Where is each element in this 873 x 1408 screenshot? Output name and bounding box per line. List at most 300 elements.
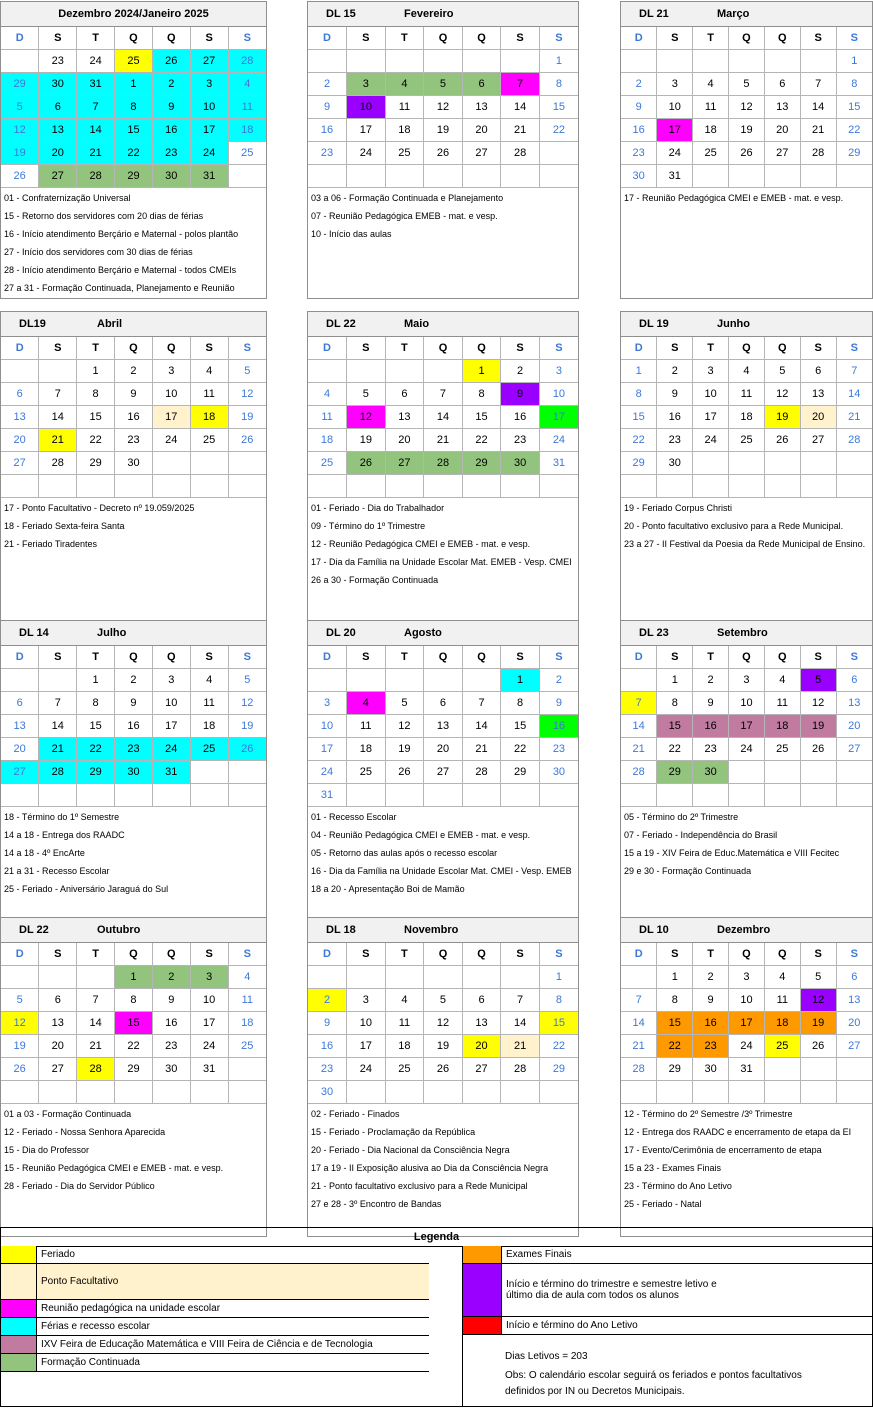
week-row (621, 715, 872, 738)
day-cell (501, 165, 540, 188)
note-item: 14 a 18 - 4º EncArte (4, 848, 85, 858)
day-cell: 25 (115, 50, 153, 73)
day-cell: 18 (190, 715, 228, 738)
day-cell: 25 (764, 738, 800, 761)
day-cell: 26 (424, 1058, 463, 1081)
dias-letivos-count: DL 19 (639, 318, 669, 330)
day-cell (621, 669, 657, 692)
week-row (1, 966, 266, 989)
day-cell: 25 (308, 452, 347, 475)
day-cell (1, 966, 39, 989)
day-cell: 21 (39, 429, 77, 452)
day-cell: 26 (152, 50, 190, 73)
weekday-header: Q (424, 337, 463, 360)
weekday-header: S (190, 943, 228, 966)
note-item: 15 a 19 - XIV Feira de Educ.Matemática e VIII Fecitec (624, 848, 840, 858)
weekday-header: S (836, 27, 872, 50)
day-cell (115, 475, 153, 498)
legend-swatch (463, 1317, 502, 1334)
day-cell (501, 966, 540, 989)
month-notes (621, 1104, 872, 1236)
day-cell: 28 (77, 165, 115, 188)
day-cell: 6 (764, 73, 800, 96)
legend-obs: Obs: O calendário escolar seguirá os feriados e pontos facultativos definidos por IN ou Decretos Municipais. (505, 1370, 802, 1397)
day-cell: 13 (836, 692, 872, 715)
day-cell: 30 (693, 761, 729, 784)
day-cell: 26 (424, 142, 463, 165)
day-cell (190, 784, 228, 807)
day-cell: 20 (764, 119, 800, 142)
day-cell (115, 1081, 153, 1104)
day-cell: 24 (693, 429, 729, 452)
day-cell: 5 (729, 73, 765, 96)
day-cell: 23 (115, 429, 153, 452)
day-cell (308, 50, 347, 73)
legend-label: Feriado (41, 1249, 75, 1260)
day-cell (501, 475, 540, 498)
day-cell (729, 761, 765, 784)
day-cell: 12 (1, 1012, 39, 1035)
note-item: 01 - Feriado - Dia do Trabalhador (311, 503, 445, 513)
day-cell: 31 (729, 1058, 765, 1081)
day-cell (347, 165, 386, 188)
day-cell (385, 50, 424, 73)
day-cell: 25 (228, 1035, 266, 1058)
day-cell: 24 (77, 50, 115, 73)
day-cell: 12 (385, 715, 424, 738)
day-cell (729, 165, 765, 188)
day-cell: 22 (77, 429, 115, 452)
legend-swatch (463, 1264, 502, 1316)
day-cell: 4 (190, 669, 228, 692)
day-cell: 2 (501, 360, 540, 383)
day-cell: 8 (657, 989, 693, 1012)
legend (0, 1227, 873, 1407)
day-cell (539, 475, 578, 498)
week-row (621, 475, 872, 498)
day-cell: 8 (115, 989, 153, 1012)
day-cell (693, 475, 729, 498)
weekday-header: Q (424, 27, 463, 50)
day-cell: 22 (501, 738, 540, 761)
weekday-header: S (657, 27, 693, 50)
day-cell: 27 (462, 1058, 501, 1081)
day-cell: 15 (77, 715, 115, 738)
weekday-header: Q (729, 337, 765, 360)
week-row (1, 142, 266, 165)
day-cell: 26 (764, 429, 800, 452)
day-cell: 11 (764, 989, 800, 1012)
day-cell: 30 (152, 165, 190, 188)
day-cell: 21 (501, 1035, 540, 1058)
day-cell (228, 784, 266, 807)
day-cell: 1 (539, 50, 578, 73)
week-row (621, 966, 872, 989)
day-cell: 2 (152, 966, 190, 989)
dias-letivos-count: DL 15 (326, 8, 356, 20)
day-cell (462, 165, 501, 188)
weekday-header: D (308, 27, 347, 50)
month-notes (621, 807, 872, 919)
month-grid (308, 27, 578, 188)
month-grid (621, 646, 872, 807)
day-cell: 11 (693, 96, 729, 119)
note-item: 17 - Dia da Família na Unidade Escolar Mat. EMEB - Vesp. CMEI (311, 557, 572, 567)
day-cell: 13 (836, 989, 872, 1012)
day-cell (836, 452, 872, 475)
day-cell: 31 (539, 452, 578, 475)
weekday-header: T (77, 27, 115, 50)
day-cell: 15 (501, 715, 540, 738)
day-cell: 18 (308, 429, 347, 452)
day-cell (462, 966, 501, 989)
legend-label: Férias e recesso escolar (41, 1321, 150, 1332)
month-notes (308, 188, 578, 298)
weekday-header: D (1, 27, 39, 50)
day-cell: 4 (764, 966, 800, 989)
weekday-header: T (693, 337, 729, 360)
day-cell: 14 (501, 96, 540, 119)
day-cell: 29 (77, 761, 115, 784)
legend-item (1, 1336, 429, 1354)
weekday-header: S (501, 27, 540, 50)
day-cell (836, 784, 872, 807)
day-cell: 17 (729, 1012, 765, 1035)
weekday-header: S (657, 943, 693, 966)
day-cell: 14 (501, 1012, 540, 1035)
weekday-header: D (621, 337, 657, 360)
day-cell (693, 50, 729, 73)
dias-letivos: Dias Letivos = 203 (505, 1351, 588, 1362)
day-cell: 23 (693, 1035, 729, 1058)
day-cell (729, 475, 765, 498)
note-item: 23 - Término do Ano Letivo (624, 1181, 732, 1191)
legend-label: IXV Feira de Educação Matemática e VIII Feira de Ciência e de Tecnologia (41, 1339, 373, 1350)
day-cell (347, 1081, 386, 1104)
day-cell: 15 (836, 96, 872, 119)
day-cell (764, 452, 800, 475)
weekday-header: S (539, 27, 578, 50)
day-cell: 21 (621, 738, 657, 761)
day-cell: 25 (190, 429, 228, 452)
day-cell (190, 761, 228, 784)
day-cell: 31 (77, 73, 115, 96)
week-row (621, 1081, 872, 1104)
day-cell: 7 (77, 96, 115, 119)
day-cell: 17 (347, 119, 386, 142)
day-cell (539, 165, 578, 188)
day-cell: 18 (385, 119, 424, 142)
month-header (621, 2, 872, 27)
day-cell (228, 1081, 266, 1104)
week-row (308, 1058, 578, 1081)
day-cell (77, 966, 115, 989)
day-cell: 21 (621, 1035, 657, 1058)
day-cell: 3 (190, 73, 228, 96)
day-cell (621, 784, 657, 807)
day-cell (190, 1081, 228, 1104)
day-cell: 14 (424, 406, 463, 429)
weekday-header: D (308, 337, 347, 360)
day-cell: 2 (621, 73, 657, 96)
note-item: 17 - Ponto Facultativo - Decreto nº 19.059/2025 (4, 503, 195, 513)
day-cell: 25 (693, 142, 729, 165)
day-cell: 7 (800, 73, 836, 96)
day-cell (462, 475, 501, 498)
legend-item (1, 1354, 429, 1372)
day-cell: 3 (729, 966, 765, 989)
day-cell (190, 452, 228, 475)
day-cell (77, 1081, 115, 1104)
weekday-header: S (657, 646, 693, 669)
note-item: 12 - Feriado - Nossa Senhora Aparecida (4, 1127, 166, 1137)
day-cell: 1 (462, 360, 501, 383)
day-cell: 9 (115, 692, 153, 715)
day-cell: 29 (657, 761, 693, 784)
day-cell (693, 784, 729, 807)
weekday-header: Q (152, 27, 190, 50)
day-cell: 16 (308, 1035, 347, 1058)
day-cell: 11 (228, 989, 266, 1012)
legend-swatch (1, 1336, 37, 1353)
day-cell (764, 1058, 800, 1081)
weekday-header: S (539, 943, 578, 966)
day-cell: 24 (729, 738, 765, 761)
day-cell: 12 (347, 406, 386, 429)
week-row (308, 715, 578, 738)
legend-left-column (1, 1246, 429, 1372)
day-cell: 20 (462, 1035, 501, 1058)
note-item: 26 a 30 - Formação Continuada (311, 575, 439, 585)
dias-letivos-count: DL19 (19, 318, 46, 330)
day-cell: 6 (836, 669, 872, 692)
note-item: 27 - Início dos servidores com 30 dias de férias (4, 247, 193, 257)
week-row (308, 50, 578, 73)
weekday-header: S (800, 337, 836, 360)
weekday-header: Q (152, 337, 190, 360)
day-cell: 30 (115, 452, 153, 475)
day-cell: 23 (152, 142, 190, 165)
day-cell: 14 (77, 119, 115, 142)
legend-item (1, 1318, 429, 1336)
weekday-header: D (621, 646, 657, 669)
day-cell: 19 (385, 738, 424, 761)
day-cell (347, 784, 386, 807)
week-row (308, 1035, 578, 1058)
day-cell: 16 (693, 715, 729, 738)
weekday-header: S (501, 646, 540, 669)
note-item: 16 - Dia da Família na Unidade Escolar Mat. CMEI - Vesp. EMEB (311, 866, 572, 876)
day-cell (347, 50, 386, 73)
week-row (308, 119, 578, 142)
note-item: 28 - Início atendimento Berçário e Maternal - todos CMEIs (4, 265, 237, 275)
legend-swatch (1, 1318, 37, 1335)
weekday-header: T (693, 943, 729, 966)
day-cell: 9 (693, 692, 729, 715)
day-cell: 28 (39, 452, 77, 475)
week-row (1, 119, 266, 142)
day-cell: 8 (539, 73, 578, 96)
note-item: 17 - Evento/Cerimônia de encerramento de etapa (624, 1145, 822, 1155)
day-cell: 22 (77, 738, 115, 761)
day-cell: 8 (539, 989, 578, 1012)
month-grid (1, 943, 266, 1104)
month-notes (1, 1104, 266, 1236)
day-cell (836, 165, 872, 188)
day-cell: 11 (228, 96, 266, 119)
week-row (308, 1081, 578, 1104)
note-item: 18 - Término do 1º Semestre (4, 812, 120, 822)
legend-swatch (1, 1300, 37, 1317)
legend-title: Legenda (1, 1228, 872, 1247)
week-row (1, 96, 266, 119)
weekday-header: S (539, 337, 578, 360)
day-cell (729, 784, 765, 807)
day-cell (424, 784, 463, 807)
legend-right-column (462, 1246, 873, 1406)
day-cell: 20 (1, 429, 39, 452)
day-cell (424, 966, 463, 989)
weekday-header: S (800, 646, 836, 669)
day-cell: 20 (800, 406, 836, 429)
week-row (1, 475, 266, 498)
day-cell: 9 (539, 692, 578, 715)
week-row (308, 406, 578, 429)
day-cell: 27 (462, 142, 501, 165)
weekday-header: Q (729, 943, 765, 966)
day-cell: 16 (115, 715, 153, 738)
day-cell: 19 (424, 1035, 463, 1058)
day-cell: 1 (115, 73, 153, 96)
day-cell: 13 (764, 96, 800, 119)
day-cell: 6 (836, 966, 872, 989)
month-notes (308, 807, 578, 919)
day-cell: 9 (621, 96, 657, 119)
day-cell: 28 (228, 50, 266, 73)
day-cell: 2 (152, 73, 190, 96)
day-cell: 31 (190, 165, 228, 188)
month-calendar (0, 1, 267, 299)
month-notes (1, 807, 266, 919)
weekday-header: Q (462, 27, 501, 50)
day-cell (347, 475, 386, 498)
day-cell (347, 669, 386, 692)
day-cell: 22 (115, 142, 153, 165)
day-cell: 29 (539, 1058, 578, 1081)
day-cell: 11 (764, 692, 800, 715)
day-cell: 15 (539, 96, 578, 119)
week-row (621, 784, 872, 807)
month-calendar (307, 620, 579, 920)
weekday-header: Q (424, 646, 463, 669)
day-cell: 23 (308, 1058, 347, 1081)
day-cell: 8 (462, 383, 501, 406)
note-item: 01 a 03 - Formação Continuada (4, 1109, 132, 1119)
day-cell: 3 (190, 966, 228, 989)
day-cell (836, 1081, 872, 1104)
day-cell: 8 (115, 96, 153, 119)
day-cell: 15 (657, 715, 693, 738)
day-cell: 30 (39, 73, 77, 96)
day-cell: 14 (800, 96, 836, 119)
day-cell: 18 (347, 738, 386, 761)
weekday-header: Q (115, 27, 153, 50)
week-row (308, 165, 578, 188)
day-cell: 21 (462, 738, 501, 761)
day-cell (764, 784, 800, 807)
day-cell: 4 (385, 989, 424, 1012)
week-row (1, 784, 266, 807)
dias-letivos-count: DL 14 (19, 627, 49, 639)
week-row (621, 1035, 872, 1058)
day-cell (621, 50, 657, 73)
day-cell: 22 (657, 1035, 693, 1058)
day-cell: 30 (657, 452, 693, 475)
day-cell: 27 (39, 1058, 77, 1081)
day-cell (424, 669, 463, 692)
week-row (1, 452, 266, 475)
day-cell: 22 (539, 119, 578, 142)
day-cell: 27 (800, 429, 836, 452)
day-cell: 11 (308, 406, 347, 429)
day-cell: 20 (424, 738, 463, 761)
week-row (1, 429, 266, 452)
day-cell (39, 1081, 77, 1104)
month-name: Junho (717, 318, 750, 330)
month-notes (308, 1104, 578, 1236)
day-cell: 8 (501, 692, 540, 715)
day-cell: 18 (385, 1035, 424, 1058)
month-header (1, 621, 266, 646)
day-cell (764, 761, 800, 784)
month-calendar (307, 311, 579, 645)
month-name: Setembro (717, 627, 768, 639)
day-cell: 5 (800, 669, 836, 692)
day-cell: 12 (764, 383, 800, 406)
weekday-header: Q (764, 337, 800, 360)
week-row (308, 142, 578, 165)
day-cell: 3 (347, 989, 386, 1012)
weekday-header: S (228, 646, 266, 669)
day-cell: 30 (693, 1058, 729, 1081)
day-cell: 12 (1, 119, 39, 142)
day-cell: 24 (729, 1035, 765, 1058)
day-cell: 27 (424, 761, 463, 784)
day-cell: 29 (462, 452, 501, 475)
weekday-header: S (190, 337, 228, 360)
day-cell (501, 1081, 540, 1104)
weekday-header: T (385, 646, 424, 669)
day-cell: 23 (621, 142, 657, 165)
day-cell: 30 (539, 761, 578, 784)
month-calendar (0, 620, 267, 920)
month-calendar (620, 311, 873, 645)
day-cell: 22 (539, 1035, 578, 1058)
day-cell: 23 (657, 429, 693, 452)
day-cell: 6 (39, 96, 77, 119)
day-cell (39, 360, 77, 383)
month-grid (1, 646, 266, 807)
day-cell: 2 (693, 966, 729, 989)
note-item: 21 - Feriado Tiradentes (4, 539, 98, 549)
day-cell: 18 (693, 119, 729, 142)
day-cell: 2 (115, 360, 153, 383)
day-cell: 7 (39, 692, 77, 715)
month-name: Abril (97, 318, 123, 330)
day-cell: 28 (424, 452, 463, 475)
weekday-header: T (77, 943, 115, 966)
note-item: 15 a 23 - Exames Finais (624, 1163, 722, 1173)
